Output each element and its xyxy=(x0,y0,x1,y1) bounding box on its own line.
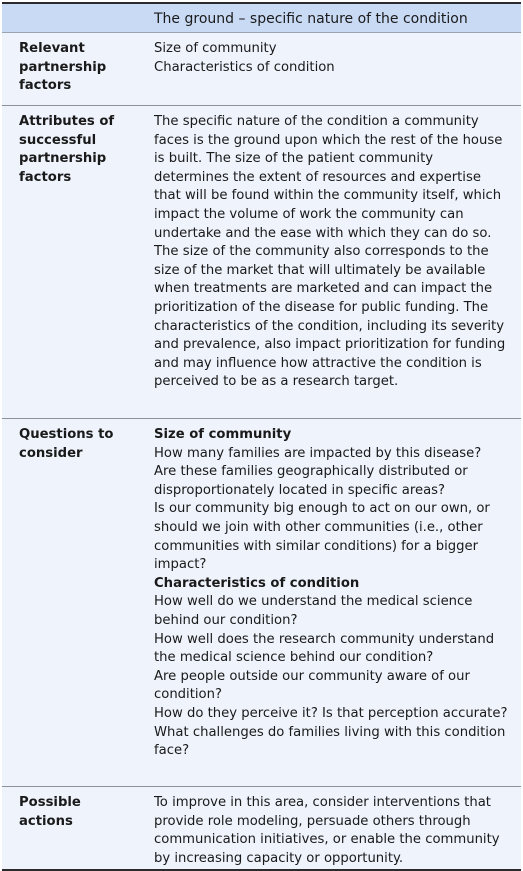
question-item: How do they perceive it? Is that perception accurate? xyxy=(154,705,508,721)
row-content xyxy=(154,794,510,868)
row-relevant-partnership-factors xyxy=(2,33,521,106)
row-questions xyxy=(2,419,521,787)
row-label: Relevant partnership factors xyxy=(19,41,107,94)
row-content xyxy=(154,426,510,761)
row-label: Attributes of successful partnership factors xyxy=(19,114,115,185)
question-item: Are these families geographically distributed or disproportionately located in specific areas? xyxy=(154,464,468,498)
question-item: Are people outside our community aware of our condition? xyxy=(154,668,470,703)
condition-table xyxy=(2,2,521,871)
actions-text: To improve in this area, consider interventions that provide role modeling, persuade others through communication initiatives, or enable the community by increasing capacity or opportunity. xyxy=(154,795,500,866)
row-attributes xyxy=(2,106,521,419)
section-heading: Characteristics of condition xyxy=(154,575,360,591)
row-label: Possible actions xyxy=(19,795,81,829)
row-content xyxy=(154,113,510,392)
attributes-text: The specific nature of the condition a community faces is the ground upon which the rest of the house is built. The size of the patient community determines the extent of resources and expertise that will be found within the community itself, which impact the volume of work the community can undertake and the ease with which they can do so. The size of the community also corresponds to the size of the market that will ultimately be available when treatments are marketed and can impact the prioritization of the disease for public funding. The characteristics of the condition, including its severity and prevalence, also impact prioritization for funding and may influence how attractive the condition is perceived to be as a research target. xyxy=(154,114,506,390)
question-item: What challenges do families living with this condition face? xyxy=(154,724,506,759)
row-label: Questions to consider xyxy=(19,427,114,461)
question-item: How well do we understand the medical science behind our condition? xyxy=(154,594,473,628)
question-item: How well does the research community understand the medical science behind our condition? xyxy=(154,631,495,666)
factor-item: Characteristics of condition xyxy=(154,59,335,75)
row-content xyxy=(154,40,510,77)
question-item: Is our community big enough to act on our own, or should we join with other communities (i.e., other communities with similar conditions) for a bigger impact? xyxy=(154,501,490,573)
table-header xyxy=(2,2,521,33)
table-header-title: The ground – specific nature of the condition xyxy=(154,11,468,27)
question-item: How many families are impacted by this disease? xyxy=(154,445,482,461)
section-heading: Size of community xyxy=(154,427,292,442)
row-possible-actions xyxy=(2,787,521,871)
factor-item: Size of community xyxy=(154,41,277,56)
